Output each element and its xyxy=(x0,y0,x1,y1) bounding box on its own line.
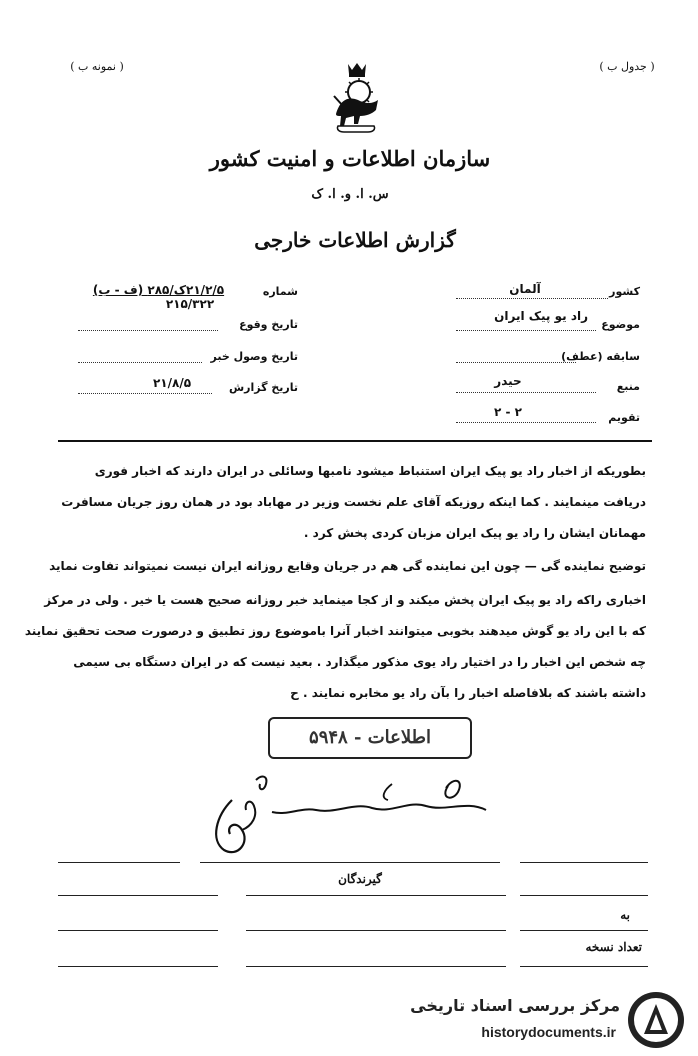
evaluation-label: تقویم xyxy=(608,411,640,424)
evaluation-value: ۲ - ۲ xyxy=(494,405,522,419)
watermark-url: historydocuments.ir xyxy=(481,1024,616,1040)
footer-line-mid-4 xyxy=(246,966,506,967)
footer-line-left-2 xyxy=(58,895,218,896)
subject-line xyxy=(456,330,596,331)
precedent-label: سابقه (عطف) xyxy=(561,350,640,363)
number-value: ۲۱/۲/۵ک/۲۸۵ (ف - ب) xyxy=(92,283,225,297)
country-value: آلمان xyxy=(509,282,541,296)
stamp-text: اطلاعات - ۵۹۴۸ xyxy=(309,727,431,748)
footer-line-left-1 xyxy=(58,862,180,863)
footer-line-mid-3 xyxy=(246,930,506,931)
lion-and-sun-emblem-icon xyxy=(328,60,386,136)
body-line-3: مهمانان ایشان را راد یو پیک ایران مزبان کردی پخش کرد . xyxy=(303,526,646,540)
header-divider xyxy=(58,440,652,442)
archive-logo-icon xyxy=(626,990,686,1050)
table-number-label: ( جدول ب ) xyxy=(599,60,655,73)
number-label: شماره xyxy=(262,285,298,298)
office-stamp xyxy=(268,717,472,759)
body-line-7: چه شخص این اخبار را در اختیار راد یوی مذکور میگذارد . بعید نیست که در ایران دستگاه بی سیمی xyxy=(73,655,646,669)
footer-line-left-4 xyxy=(58,966,218,967)
report-title: گزارش اطلاعات خارجی xyxy=(254,228,456,252)
handwritten-signature-icon xyxy=(196,770,496,860)
occurrence-date-line xyxy=(78,330,218,331)
footer-line-mid-1 xyxy=(200,862,500,863)
copies-label: تعداد نسخه xyxy=(585,940,642,954)
body-line-5: اخباری راکه راد یو پیک ایران پخش میکند و از کجا مینماید خبر روزانه صحیح هست یا خیر . ولی در مرکز xyxy=(44,593,646,607)
footer-line-left-3 xyxy=(58,930,218,931)
footer-line-right-4 xyxy=(520,966,648,967)
source-line xyxy=(456,392,596,393)
footer-line-mid-2 xyxy=(246,895,506,896)
number-value-secondary: ۲۱۵/۳۲۲ xyxy=(165,297,215,311)
watermark-name: مرکز بررسی اسناد تاریخی xyxy=(410,996,620,1015)
body-line-8: داشته باشند که بلافاصله اخبار را بآن راد یو مخابره نمایند . ح xyxy=(290,686,646,700)
country-label: کشور xyxy=(609,285,640,298)
subject-value: راد یو پیک ایران xyxy=(494,309,588,323)
body-line-1: بطوریکه از اخبار راد یو پیک ایران استنباط میشود نامبها وسائلی در ایران دارند که اخبار فوری xyxy=(94,464,646,478)
footer-line-right-3 xyxy=(520,930,648,931)
evaluation-line xyxy=(456,422,596,423)
source-label: منبع xyxy=(616,380,640,393)
report-date-label: تاریخ گزارش xyxy=(228,381,298,394)
receipt-date-line xyxy=(78,362,202,363)
to-label: به xyxy=(620,908,630,922)
organization-code: س. ا. و. ا. ک xyxy=(311,187,389,202)
occurrence-date-label: تاریخ وقوع xyxy=(239,318,298,331)
body-line-6: که با این راد یو گوش میدهند بخوبی میتوانند اخبار آنرا باموضوع روز تطبیق و درصورت صحت تحقیق نمایند xyxy=(24,624,646,638)
report-date-line xyxy=(78,393,212,394)
source-value: حیدر xyxy=(494,374,522,388)
report-date-value: ۲۱/۸/۵ xyxy=(152,376,192,390)
precedent-line xyxy=(456,362,576,363)
subject-label: موضوع xyxy=(601,318,640,331)
footer-line-right-2 xyxy=(520,895,648,896)
form-number-label: ( نمونه ب ) xyxy=(70,60,124,73)
receipt-date-label: تاریخ وصول خبر xyxy=(210,350,298,363)
body-line-4: توضیح نماینده گی — چون این نماینده گی هم در جریان وقایع روزانه ایران نیست نمیتواند تفاوت نماید xyxy=(49,559,646,573)
country-line xyxy=(456,298,608,299)
footer-line-right-1 xyxy=(520,862,648,863)
body-line-2: دریافت مینمایند . کما اینکه روزیکه آقای علم نخست وزیر در مهاباد بود در همان روز جریان مسافرت xyxy=(61,495,646,509)
organization-name: سازمان اطلاعات و امنیت کشور xyxy=(209,146,491,171)
recipients-label: گیرندگان xyxy=(338,872,382,886)
